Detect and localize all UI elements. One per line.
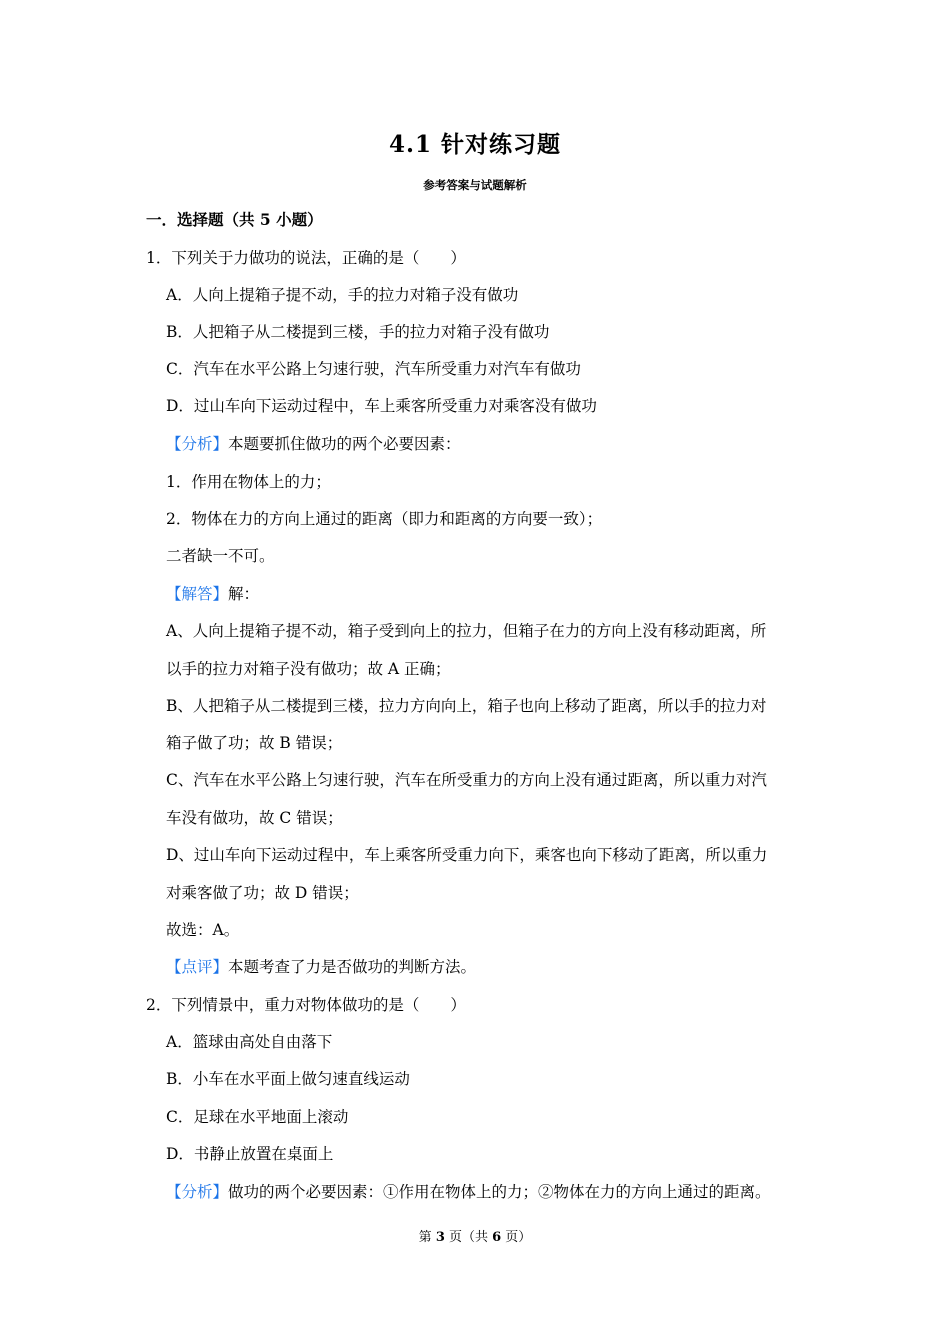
q1-answer-line: 箱子做了功；故 B 错误； bbox=[166, 734, 343, 752]
q1-option-d: D．过山车向下运动过程中，车上乘客所受重力对乘客没有做功 bbox=[166, 397, 597, 415]
q1-comment-text: 本题考查了力是否做功的判断方法。 bbox=[228, 958, 477, 976]
q1-analysis-point-1: 1．作用在物体上的力； bbox=[166, 473, 331, 491]
q1-option-c: C．汽车在水平公路上匀速行驶，汽车所受重力对汽车有做功 bbox=[166, 360, 581, 378]
q2-analysis-text: 做功的两个必要因素：①作用在物体上的力；②物体在力的方向上通过的距离。 bbox=[228, 1183, 771, 1201]
q2-option-a: A．篮球由高处自由落下 bbox=[166, 1033, 333, 1051]
q1-answer-line: C、汽车在水平公路上匀速行驶，汽车在所受重力的方向上没有通过距离，所以重力对汽 bbox=[166, 771, 767, 789]
page-footer: 第 3 页（共 6 页） bbox=[418, 1230, 532, 1245]
q1-answer-line: 车没有做功，故 C 错误； bbox=[166, 809, 343, 827]
q1-answer-line: A、人向上提箱子提不动，箱子受到向上的拉力，但箱子在力的方向上没有移动距离，所 bbox=[166, 622, 767, 640]
q2-option-b: B．小车在水平面上做匀速直线运动 bbox=[166, 1070, 410, 1088]
q1-answer-line: D、过山车向下运动过程中，车上乘客所受重力向下，乘客也向下移动了距离，所以重力 bbox=[166, 846, 768, 864]
section-heading: 一．选择题（共 5 小题） bbox=[146, 210, 323, 229]
q1-comment-tag: 【点评】 bbox=[166, 958, 229, 976]
q1-analysis-text: 本题要抓住做功的两个必要因素： bbox=[228, 435, 461, 453]
q1-answer-tag: 【解答】 bbox=[166, 585, 229, 603]
page-title: 4.1 针对练习题 bbox=[388, 131, 562, 158]
total-page-number: 6 bbox=[492, 1230, 502, 1245]
q1-answer-line: 故选：A。 bbox=[166, 921, 240, 939]
q1-analysis-tag: 【分析】 bbox=[166, 435, 229, 453]
q1-analysis bbox=[166, 434, 461, 454]
q1-comment bbox=[166, 957, 476, 977]
q1-answer-line: B、人把箱子从二楼提到三楼，拉力方向向上，箱子也向上移动了距离，所以手的拉力对 bbox=[166, 697, 767, 715]
q1-analysis-point-3: 二者缺一不可。 bbox=[166, 547, 275, 565]
q2-analysis-tag: 【分析】 bbox=[166, 1183, 229, 1201]
q2-analysis bbox=[166, 1182, 771, 1202]
current-page-number: 3 bbox=[435, 1230, 445, 1245]
q1-answer-line: 以手的拉力对箱子没有做功；故 A 正确； bbox=[166, 660, 451, 678]
q1-stem: 1．下列关于力做功的说法，正确的是（ ） bbox=[146, 249, 466, 267]
q1-answer-line: 对乘客做了功；故 D 错误； bbox=[166, 884, 359, 902]
q1-answer bbox=[166, 584, 259, 604]
q2-option-d: D．书静止放置在桌面上 bbox=[166, 1145, 334, 1163]
q2-option-c: C．足球在水平地面上滚动 bbox=[166, 1108, 349, 1126]
q1-analysis-point-2: 2．物体在力的方向上通过的距离（即力和距离的方向要一致）； bbox=[166, 510, 603, 528]
q2-stem: 2．下列情景中，重力对物体做功的是（ ） bbox=[146, 996, 466, 1014]
q1-option-a: A．人向上提箱子提不动，手的拉力对箱子没有做功 bbox=[166, 286, 519, 304]
page-subtitle: 参考答案与试题解析 bbox=[423, 178, 527, 192]
q1-answer-text: 解： bbox=[228, 585, 260, 603]
q1-option-b: B．人把箱子从二楼提到三楼，手的拉力对箱子没有做功 bbox=[166, 323, 550, 341]
